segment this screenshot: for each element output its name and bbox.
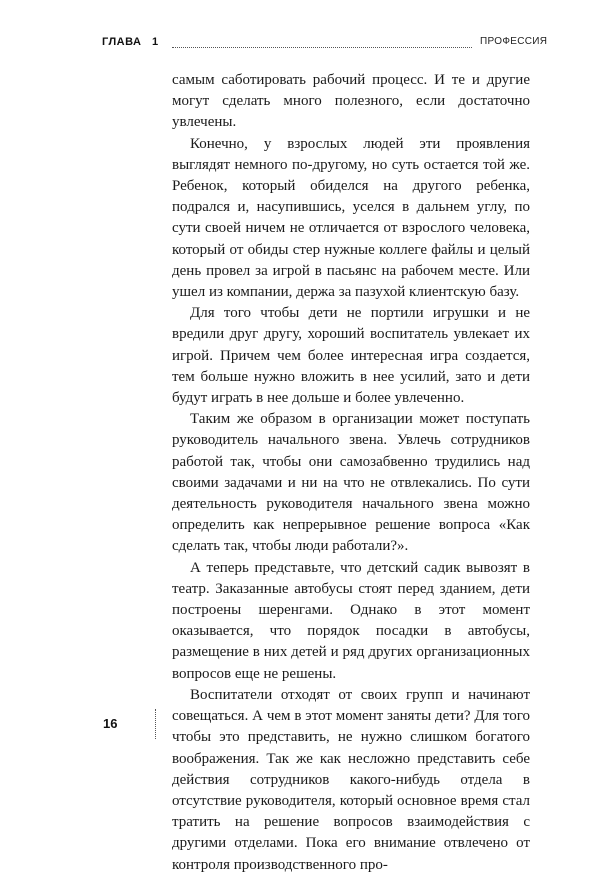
paragraph: А теперь представьте, что детский садик вывозят в театр. Заказанные автобусы стоят перед зданием, дети построены шеренгами. Однако в этот момент оказывается, что порядок посадки в автобусы, размещение в них детей и ряд других организационных вопросов еще не решены. xyxy=(172,559,530,682)
paragraph: Таким же образом в организации может поступать руководитель начального звена. Увлечь сотрудников работой так, чтобы они самозабвенно трудились над своими задачами и ни на что не отвлекались. По сути деятельность руководителя начального звена можно определить как непрерывное решение вопроса «Как сделать так, чтобы люди работали?». xyxy=(172,411,530,555)
paragraph: Воспитатели отходят от своих групп и начинают совещаться. А чем в этот момент заняты дети? Для того чтобы это представить, не нужно слишком богатого воображения. Так же как несложно представить себе действия сотрудников какого-нибудь отдела в отсутствие руководителя, который основное время стал тратить на решение вопросов взаимодействия с другими отделами. Пока его внимание отвлечено от контроля производственного про- xyxy=(172,686,530,873)
chapter-label: ГЛАВА xyxy=(102,36,142,48)
page-footer xyxy=(0,700,600,750)
paragraph: Для того чтобы дети не портили игрушки и не вредили друг другу, хороший воспитатель увлекает их игрой. Причем чем более интересная игра создается, тем больше нужно вложить в нее усилий, зато и дети будут играть в нее дольше и более увлеченно. xyxy=(172,305,530,407)
page-header xyxy=(0,0,600,60)
header-dotted-rule xyxy=(172,47,472,48)
section-title: ПРОФЕССИЯ xyxy=(480,36,548,47)
body-text xyxy=(172,70,530,876)
page-number: 16 xyxy=(103,716,118,731)
paragraph: Конечно, у взрослых людей эти проявления выглядят немного по-другому, но суть остается той же. Ребенок, который обиделся на другого ребенка, подрался и, насупившись, уселся в дальнем углу, по сути своей ничем не отличается от взрослого человека, который от обиды стер нужные коллеге файлы и целый день провел за игрой в пасьянс на рабочем месте. Или ушел из компании, держа за пазухой клиентскую базу. xyxy=(172,135,530,301)
footer-dotted-rule xyxy=(155,709,156,739)
chapter-number: 1 xyxy=(152,36,159,48)
paragraph-continued: самым саботировать рабочий процесс. И те и другие могут сделать много полезного, если достаточно увлечены. xyxy=(172,72,530,131)
